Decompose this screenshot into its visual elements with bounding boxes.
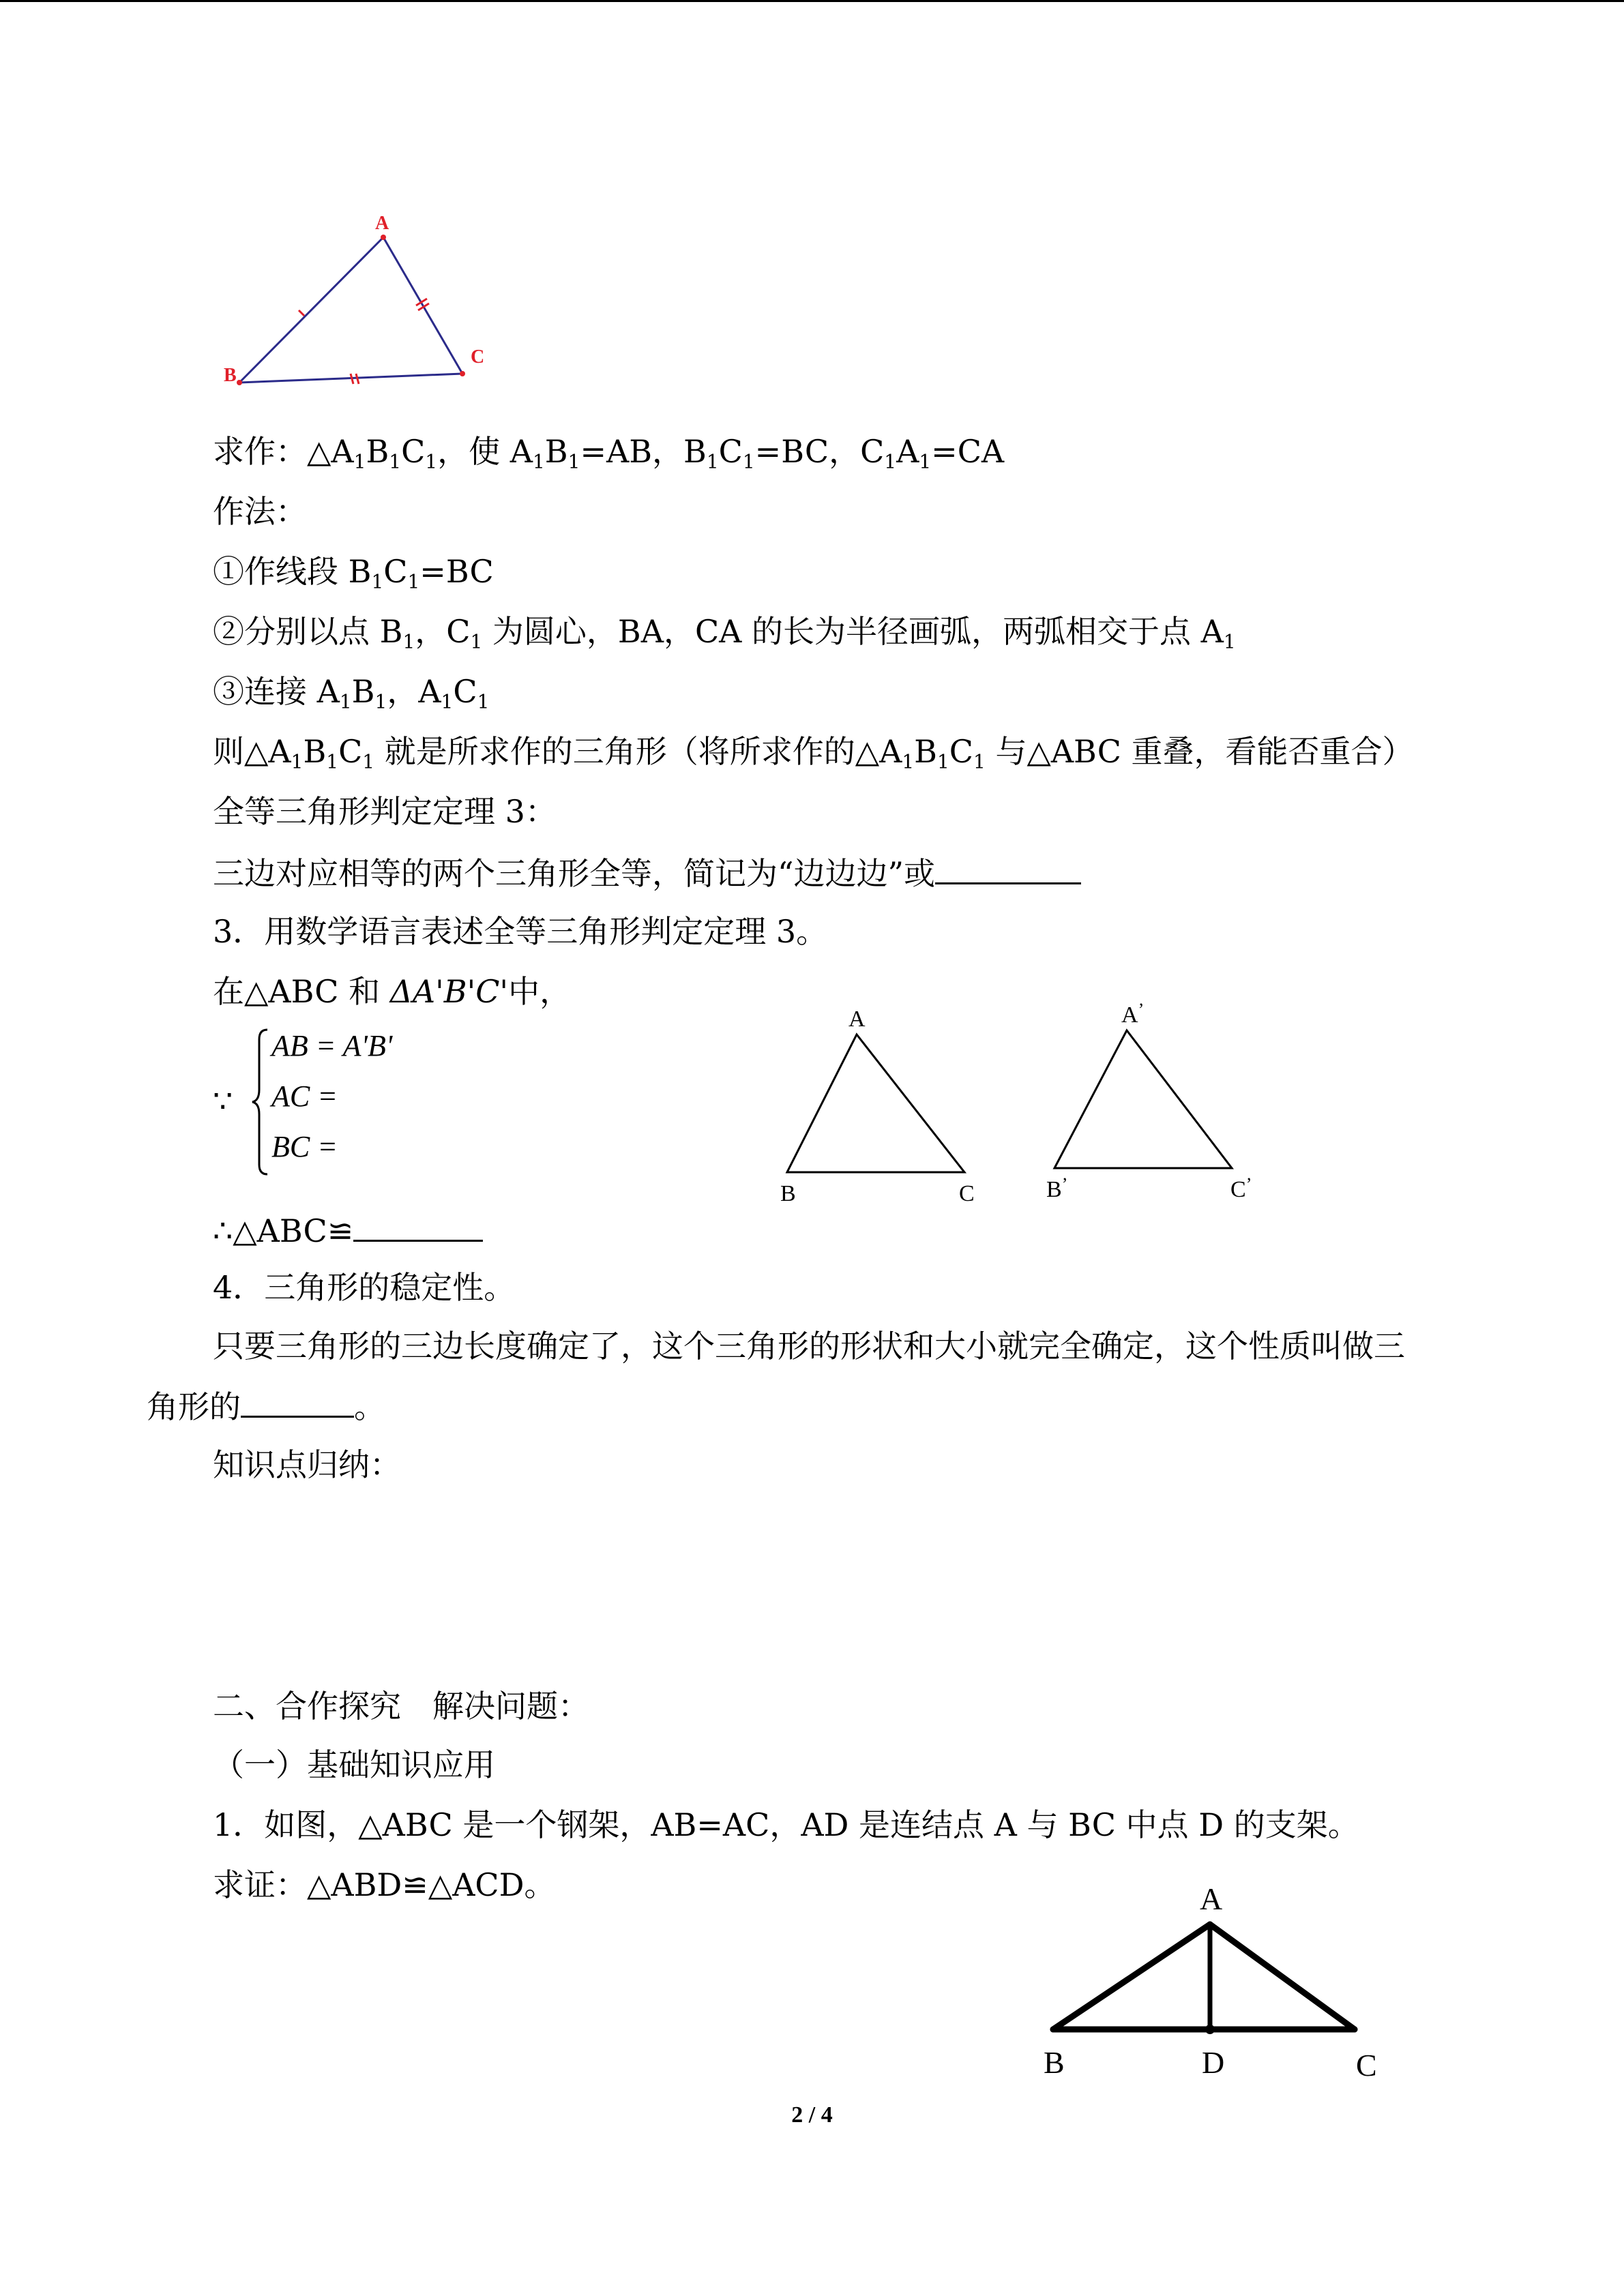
text-mid: ，使 A [437, 433, 533, 470]
in-triangles-line [213, 971, 571, 1012]
subsection-1-heading: （一）基础知识应用 [213, 1746, 495, 1783]
subscript: 1 [374, 690, 387, 713]
item-3-heading: 3．用数学语言表述全等三角形判定定理 3。 [213, 913, 828, 950]
equation-row-3: BC = [271, 1130, 338, 1163]
stability-text: 。 [354, 1388, 385, 1425]
frame-label-a: A [1200, 1881, 1223, 1916]
theorem-statement [213, 851, 1081, 894]
step-1 [213, 551, 494, 602]
stability-text-2 [147, 1384, 385, 1427]
therefore-text: ∴△ABC≌ [213, 1212, 354, 1249]
subscript: 1 [973, 750, 986, 773]
result-text: B [303, 733, 327, 770]
equation-system [213, 1023, 486, 1180]
triangle-abc-prime-svg [1037, 999, 1255, 1204]
triangle-abc-svg [778, 1006, 996, 1210]
step-2 [213, 611, 1236, 662]
subscript: 1 [402, 630, 415, 653]
text-mid: B [544, 433, 568, 470]
step1-text: C [383, 553, 408, 590]
step3-text: C [453, 673, 477, 710]
exercise-1-text: 1．如图，△ABC 是一个钢架，AB=AC，AD 是连结点 A 与 BC 中点 D 的支架。 [213, 1806, 1359, 1843]
subscript: 1 [706, 450, 719, 473]
frame-label-b: B [1044, 2045, 1065, 2080]
subscript: 1 [371, 570, 384, 593]
construction-prefix: 求作：△ [213, 433, 331, 470]
answer-blank [241, 1384, 354, 1418]
step3-text: ，A [387, 673, 441, 710]
triangle-prime-symbol: ΔA'B'C' [389, 973, 509, 1010]
summary-label: 知识点归纳： [213, 1446, 401, 1483]
fig1-label-c: C [471, 346, 485, 368]
page-number: 2 / 4 [791, 2102, 833, 2128]
construction-result [213, 731, 1414, 782]
steel-frame-svg [1030, 1868, 1398, 2087]
text-a: A [331, 433, 354, 470]
tri-right-label-c: C’ [1230, 1174, 1252, 1202]
text-b: B [366, 433, 389, 470]
in-triangle-text: 中， [508, 973, 572, 1010]
answer-blank [353, 1208, 483, 1242]
frame-label-c: C [1356, 2048, 1377, 2083]
stability-text: 角形的 [147, 1388, 241, 1425]
item-4-heading: 4．三角形的稳定性。 [213, 1269, 516, 1306]
subscript: 1 [353, 450, 366, 473]
in-triangle-text: 在△ABC 和 [213, 973, 381, 1010]
step3-text: ③连接 A [213, 673, 340, 710]
subscript: 1 [291, 750, 304, 773]
frame-label-d: D [1202, 2045, 1225, 2080]
therefore-line [213, 1208, 483, 1251]
subscript: 1 [326, 750, 339, 773]
subscript: 1 [477, 690, 490, 713]
tri-right-label-b: B’ [1046, 1174, 1068, 1202]
subscript: 1 [470, 630, 483, 653]
result-text: C [338, 733, 363, 770]
subscript: 1 [532, 450, 545, 473]
step2-text: ，C [415, 613, 471, 650]
text-eq: A [896, 433, 919, 470]
text-eq: =BC，C [754, 433, 885, 470]
method-label: 作法： [213, 493, 307, 530]
subscript: 1 [441, 690, 454, 713]
subscript: 1 [407, 570, 420, 593]
result-text: 则△A [213, 733, 291, 770]
text-tail: =CA [931, 433, 1005, 470]
tri-left-label-b: B [780, 1181, 796, 1206]
text-c: C [401, 433, 426, 470]
step2-text: 为圆心，BA，CA 的长为半径画弧，两弧相交于点 A [482, 613, 1224, 650]
triangle-abc-figure [778, 1006, 996, 1210]
theorem-title: 全等三角形判定定理 3： [213, 793, 557, 830]
step3-text: B [351, 673, 375, 710]
tri-right-label-a: A’ [1121, 1000, 1145, 1028]
stability-text-1: 只要三角形的三边长度确定了，这个三角形的形状和大小就完全确定，这个性质叫做三 [213, 1328, 1405, 1365]
triangle-abc-prime-figure [1037, 999, 1255, 1204]
result-text: 与△ABC 重叠，看能否重合） [985, 733, 1414, 770]
text-eq: =AB，B [580, 433, 707, 470]
fig1-label-a: A [375, 213, 389, 234]
construction-goal [213, 431, 1004, 482]
text-eq: C [718, 433, 743, 470]
because-symbol: ∵ [213, 1083, 233, 1120]
tri-left-label-a: A [848, 1007, 866, 1032]
subscript: 1 [425, 450, 438, 473]
subscript: 1 [902, 750, 915, 773]
subscript: 1 [362, 750, 375, 773]
fig1-label-b: B [224, 365, 237, 386]
triangle-figure-1-svg [218, 211, 505, 396]
subscript: 1 [919, 450, 932, 473]
equation-row-2: AC = [271, 1079, 338, 1113]
step1-text: ①作线段 B [213, 553, 372, 590]
subscript: 1 [567, 450, 580, 473]
prove-statement: 求证：△ABD≌△ACD。 [213, 1866, 556, 1903]
theorem-text: 三边对应相等的两个三角形全等，简记为“边边边”或 [213, 855, 936, 892]
result-text: C [949, 733, 973, 770]
subscript: 1 [339, 690, 352, 713]
left-brace [250, 1028, 270, 1176]
subscript: 1 [389, 450, 402, 473]
result-text: 就是所求作的三角形（将所求作的△A [374, 733, 902, 770]
triangle-figure-1 [218, 211, 505, 396]
step2-text: ②分别以点 B [213, 613, 403, 650]
subscript: 1 [884, 450, 897, 473]
subscript: 1 [742, 450, 755, 473]
step-3 [213, 671, 489, 722]
steel-frame-figure [1030, 1868, 1398, 2087]
tri-left-label-c: C [959, 1181, 975, 1206]
equation-row-1: AB = A'B' [271, 1029, 393, 1062]
step1-text: =BC [419, 553, 494, 590]
subscript: 1 [936, 750, 949, 773]
section-2-heading: 二、合作探究 解决问题： [213, 1688, 589, 1725]
subscript: 1 [1223, 630, 1236, 653]
result-text: B [914, 733, 937, 770]
answer-blank [935, 851, 1081, 884]
